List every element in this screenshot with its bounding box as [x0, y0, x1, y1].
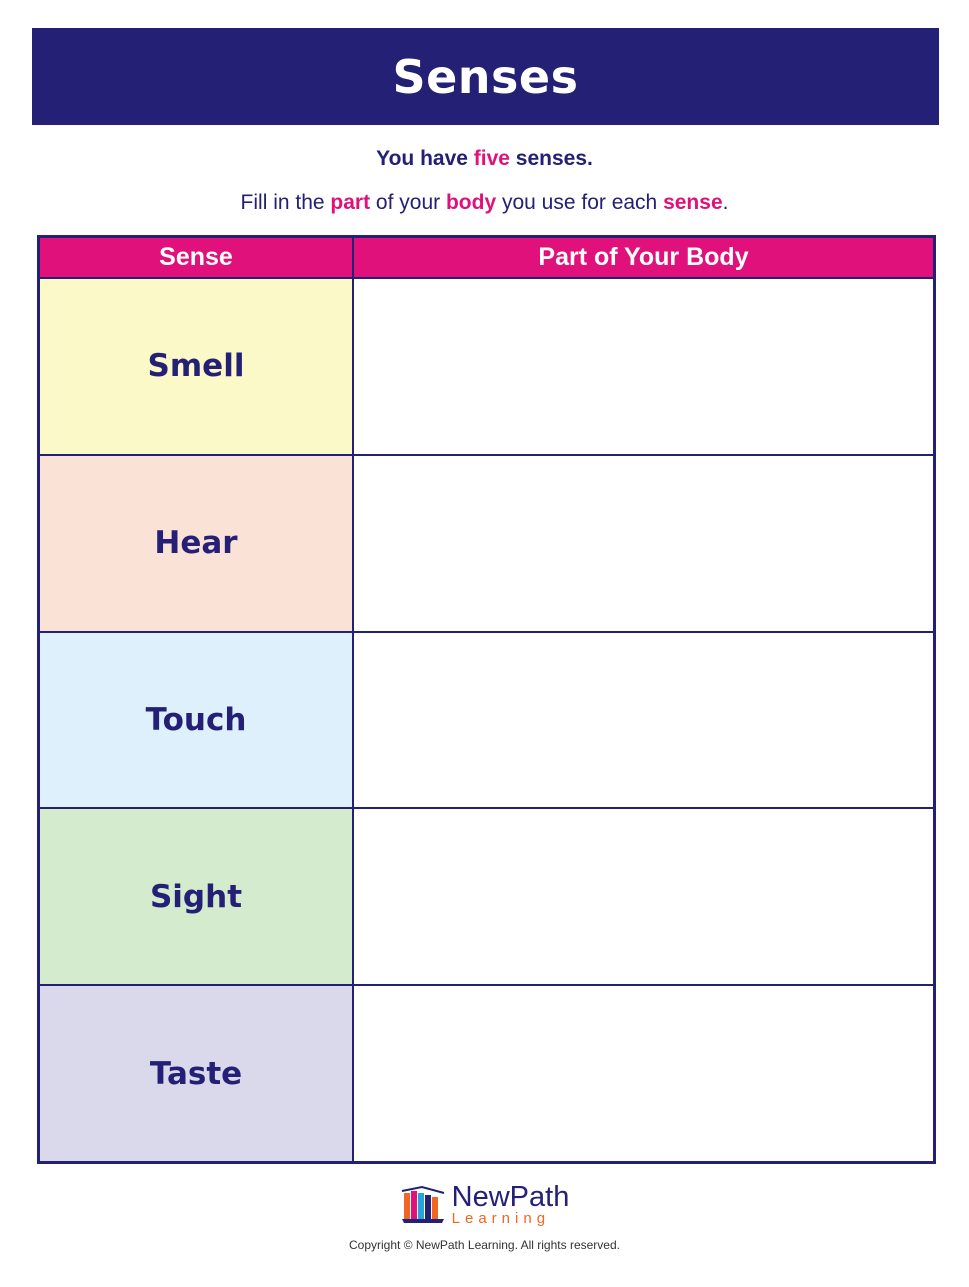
intro-highlight-five: five: [473, 147, 510, 170]
table-row-smell: [40, 279, 933, 456]
sense-cell-sight: [40, 809, 354, 984]
intro-line-1-before: You have: [376, 147, 474, 170]
table-row-touch: [40, 633, 933, 810]
instruction-part-2: of your: [370, 191, 446, 214]
answer-box-hear[interactable]: [354, 456, 933, 631]
table-row-taste: [40, 986, 933, 1161]
answer-box-sight[interactable]: [354, 809, 933, 984]
table-row-hear: [40, 456, 933, 633]
footer: [0, 1183, 969, 1252]
instruction-part-1: Fill in the: [240, 191, 331, 214]
instruction-highlight-body: body: [445, 191, 497, 214]
senses-table: [37, 235, 936, 1164]
instruction-part-3: you use for each: [496, 191, 664, 214]
page-title: Senses: [392, 49, 579, 104]
books-logo-icon: [400, 1185, 446, 1225]
sense-label-smell: Smell: [147, 348, 245, 385]
intro-line-1-after: senses.: [509, 147, 593, 170]
copyright-notice: Copyright © NewPath Learning. All rights reserved.: [349, 1237, 620, 1252]
table-row-sight: [40, 809, 933, 986]
instruction-highlight-sense: sense: [663, 191, 723, 214]
sense-label-taste: Taste: [149, 1055, 243, 1092]
answer-box-touch[interactable]: [354, 633, 933, 808]
intro-line-2: [0, 191, 969, 215]
sense-cell-taste: [40, 986, 354, 1161]
title-banner: [32, 28, 939, 125]
answer-box-taste[interactable]: [354, 986, 933, 1161]
intro-line-1: [0, 147, 969, 171]
sense-cell-hear: [40, 456, 354, 631]
header-body-part: Part of Your Body: [538, 243, 749, 271]
instruction-part-4: .: [722, 191, 729, 214]
logo-sub: Learning: [451, 1210, 551, 1227]
header-sense: Sense: [40, 238, 354, 277]
newpath-logo: [400, 1183, 570, 1226]
instruction-highlight-part: part: [330, 191, 371, 214]
sense-label-sight: Sight: [149, 878, 243, 915]
logo-words: [452, 1183, 570, 1226]
sense-label-touch: Touch: [145, 701, 247, 738]
sense-cell-touch: [40, 633, 354, 808]
table-header-row: [40, 238, 933, 279]
logo-name: NewPath: [451, 1181, 570, 1213]
sense-label-hear: Hear: [154, 525, 238, 562]
sense-cell-smell: [40, 279, 354, 454]
answer-box-smell[interactable]: [354, 279, 933, 454]
